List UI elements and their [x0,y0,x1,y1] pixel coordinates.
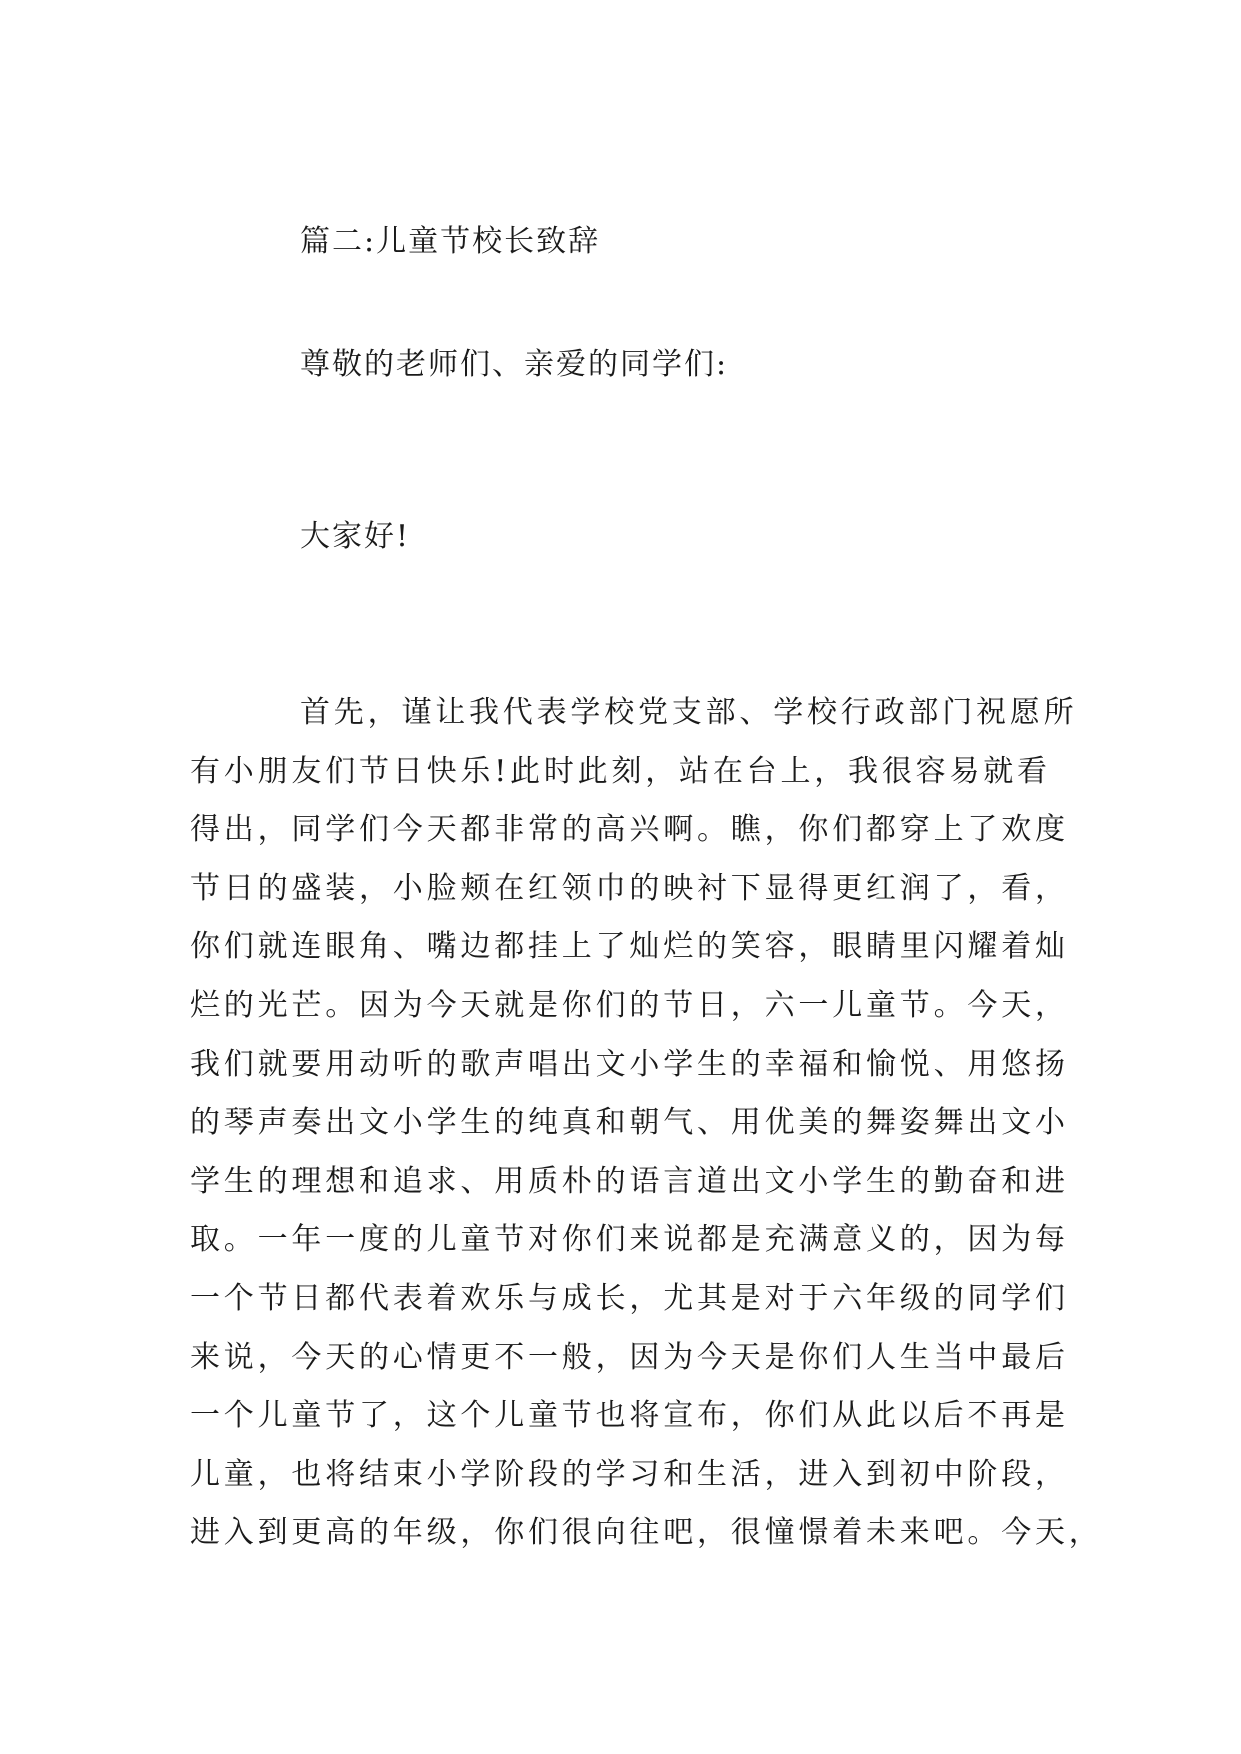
body-line: 有小朋友们节日快乐!此时此刻，站在台上，我很容易就看 [190,753,1051,789]
body-line: 学生的理想和追求、用质朴的语言道出文小学生的勤奋和进 [190,1163,1069,1199]
body-line: 烂的光芒。因为今天就是你们的节日，六一儿童节。今天， [190,987,1069,1023]
salutation: 尊敬的老师们、亲爱的同学们: [300,347,729,382]
document-title: 篇二:儿童节校长致辞 [300,224,601,259]
speech-body [190,684,1103,1563]
body-line: 一个儿童节了，这个儿童节也将宣布，你们从此以后不再是 [190,1398,1069,1434]
body-line: 的琴声奏出文小学生的纯真和朝气、用优美的舞姿舞出文小 [190,1105,1069,1141]
body-line: 来说，今天的心情更不一般，因为今天是你们人生当中最后 [190,1339,1069,1375]
body-line: 儿童，也将结束小学阶段的学习和生活，进入到初中阶段， [190,1456,1069,1492]
body-line: 你们就连眼角、嘴边都挂上了灿烂的笑容，眼睛里闪耀着灿 [190,929,1069,965]
body-line: 首先，谨让我代表学校党支部、学校行政部门祝愿所 [300,695,1078,730]
body-line: 进入到更高的年级，你们很向往吧，很憧憬着未来吧。今天， [190,1515,1103,1551]
body-line: 得出，同学们今天都非常的高兴啊。瞧，你们都穿上了欢度 [190,812,1069,848]
greeting: 大家好! [300,519,411,554]
body-line: 取。一年一度的儿童节对你们来说都是充满意义的，因为每 [190,1222,1069,1258]
body-line: 节日的盛装，小脸颊在红领巾的映衬下显得更红润了，看， [190,870,1069,906]
body-line: 我们就要用动听的歌声唱出文小学生的幸福和愉悦、用悠扬 [190,1046,1069,1082]
body-line: 一个节日都代表着欢乐与成长，尤其是对于六年级的同学们 [190,1280,1069,1316]
